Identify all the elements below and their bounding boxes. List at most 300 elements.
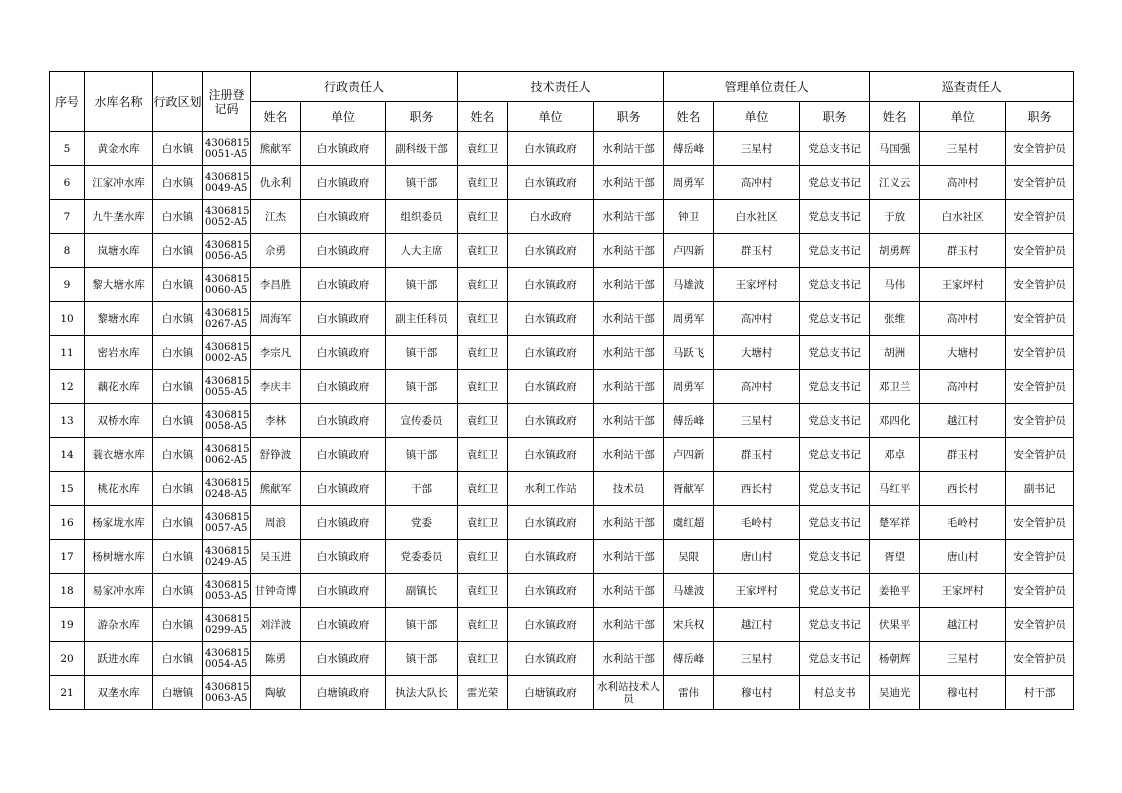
cell-admin-person-name: 熊献军 [251, 132, 301, 166]
header-sub-unit: 单位 [714, 102, 800, 132]
cell-admin-person-unit: 白水镇政府 [301, 574, 386, 608]
header-region: 行政区划 [153, 72, 203, 132]
cell-no: 19 [50, 608, 85, 642]
cell-admin-person-position: 党委委员 [386, 540, 458, 574]
cell-tech-person-unit: 白水镇政府 [508, 132, 594, 166]
cell-region: 白水镇 [153, 200, 203, 234]
cell-registration-code: 43068150057-A5 [203, 506, 251, 540]
cell-tech-person-unit: 白水镇政府 [508, 506, 594, 540]
cell-admin-person-name: 李宗凡 [251, 336, 301, 370]
cell-region: 白水镇 [153, 370, 203, 404]
cell-admin-person-position: 执法大队长 [386, 676, 458, 710]
cell-registration-code: 43068150249-A5 [203, 540, 251, 574]
cell-reservoir-name: 九牛垄水库 [85, 200, 153, 234]
cell-admin-person-name: 李昌胜 [251, 268, 301, 302]
cell-region: 白水镇 [153, 506, 203, 540]
cell-tech-person-name: 袁红卫 [458, 472, 508, 506]
cell-admin-person-unit: 白水镇政府 [301, 268, 386, 302]
cell-mgmt-person-unit: 高冲村 [714, 302, 800, 336]
cell-region: 白水镇 [153, 404, 203, 438]
cell-mgmt-person-position: 党总支书记 [800, 234, 870, 268]
cell-region: 白水镇 [153, 608, 203, 642]
cell-admin-person-name: 周海军 [251, 302, 301, 336]
cell-mgmt-person-position: 党总支书记 [800, 574, 870, 608]
cell-mgmt-person-name: 傅岳峰 [664, 132, 714, 166]
table-row [50, 234, 1074, 268]
header-sub-name: 姓名 [870, 102, 920, 132]
cell-registration-code: 43068150060-A5 [203, 268, 251, 302]
cell-no: 8 [50, 234, 85, 268]
table-row [50, 200, 1074, 234]
cell-mgmt-person-unit: 穆屯村 [714, 676, 800, 710]
cell-region: 白水镇 [153, 132, 203, 166]
cell-tech-person-position: 水利站干部 [594, 200, 664, 234]
cell-no: 15 [50, 472, 85, 506]
cell-mgmt-person-unit: 群玉村 [714, 438, 800, 472]
cell-tech-person-name: 袁红卫 [458, 370, 508, 404]
reservoir-responsibility-table [49, 71, 1074, 710]
cell-mgmt-person-position: 党总支书记 [800, 336, 870, 370]
cell-admin-person-unit: 白水镇政府 [301, 404, 386, 438]
cell-tech-person-name: 袁红卫 [458, 234, 508, 268]
header-group-patrol: 巡查责任人 [870, 72, 1074, 102]
cell-registration-code: 43068150058-A5 [203, 404, 251, 438]
cell-admin-person-name: 熊献军 [251, 472, 301, 506]
table-row [50, 166, 1074, 200]
cell-tech-person-position: 水利站干部 [594, 234, 664, 268]
cell-tech-person-name: 袁红卫 [458, 166, 508, 200]
cell-mgmt-person-name: 傅岳峰 [664, 404, 714, 438]
cell-patrol-person-name: 邓四化 [870, 404, 920, 438]
cell-admin-person-position: 人大主席 [386, 234, 458, 268]
cell-no: 13 [50, 404, 85, 438]
cell-tech-person-unit: 白水政府 [508, 200, 594, 234]
cell-admin-person-position: 镇干部 [386, 268, 458, 302]
cell-patrol-person-position: 安全管护员 [1006, 574, 1074, 608]
table-row [50, 438, 1074, 472]
table-row [50, 642, 1074, 676]
cell-mgmt-person-unit: 三星村 [714, 404, 800, 438]
cell-patrol-person-unit: 毛岭村 [920, 506, 1006, 540]
cell-tech-person-position: 水利站干部 [594, 166, 664, 200]
cell-patrol-person-name: 胡洲 [870, 336, 920, 370]
table-row [50, 676, 1074, 710]
cell-mgmt-person-name: 虞红超 [664, 506, 714, 540]
cell-admin-person-name: 周浪 [251, 506, 301, 540]
cell-no: 5 [50, 132, 85, 166]
cell-patrol-person-name: 马红平 [870, 472, 920, 506]
cell-registration-code: 43068150267-A5 [203, 302, 251, 336]
cell-region: 白水镇 [153, 540, 203, 574]
cell-tech-person-position: 水利站干部 [594, 438, 664, 472]
cell-reservoir-name: 黎大塘水库 [85, 268, 153, 302]
cell-admin-person-name: 吴玉进 [251, 540, 301, 574]
cell-patrol-person-position: 安全管护员 [1006, 370, 1074, 404]
cell-tech-person-name: 袁红卫 [458, 404, 508, 438]
cell-registration-code: 43068150063-A5 [203, 676, 251, 710]
cell-region: 白水镇 [153, 234, 203, 268]
cell-mgmt-person-position: 党总支书记 [800, 268, 870, 302]
cell-registration-code: 43068150002-A5 [203, 336, 251, 370]
cell-patrol-person-unit: 西长村 [920, 472, 1006, 506]
cell-tech-person-name: 袁红卫 [458, 302, 508, 336]
cell-patrol-person-name: 江义云 [870, 166, 920, 200]
header-sub-name: 姓名 [664, 102, 714, 132]
header-sub-unit: 单位 [301, 102, 386, 132]
cell-tech-person-unit: 白水镇政府 [508, 234, 594, 268]
cell-patrol-person-name: 胡勇辉 [870, 234, 920, 268]
cell-mgmt-person-name: 雷伟 [664, 676, 714, 710]
table-row [50, 608, 1074, 642]
cell-reservoir-name: 易家冲水库 [85, 574, 153, 608]
cell-patrol-person-name: 楚军祥 [870, 506, 920, 540]
cell-tech-person-unit: 水利工作站 [508, 472, 594, 506]
cell-no: 10 [50, 302, 85, 336]
cell-reservoir-name: 杨树塘水库 [85, 540, 153, 574]
cell-admin-person-position: 副镇长 [386, 574, 458, 608]
cell-patrol-person-unit: 白水社区 [920, 200, 1006, 234]
cell-admin-person-unit: 白水镇政府 [301, 234, 386, 268]
cell-tech-person-name: 雷光荣 [458, 676, 508, 710]
cell-patrol-person-name: 邓卫兰 [870, 370, 920, 404]
cell-tech-person-position: 水利站干部 [594, 404, 664, 438]
cell-admin-person-unit: 白水镇政府 [301, 540, 386, 574]
cell-admin-person-position: 组织委员 [386, 200, 458, 234]
cell-reservoir-name: 黎塘水库 [85, 302, 153, 336]
cell-region: 白水镇 [153, 166, 203, 200]
cell-admin-person-name: 李庆丰 [251, 370, 301, 404]
cell-patrol-person-unit: 三星村 [920, 642, 1006, 676]
cell-patrol-person-unit: 群玉村 [920, 234, 1006, 268]
cell-patrol-person-unit: 高冲村 [920, 370, 1006, 404]
table-row [50, 472, 1074, 506]
cell-patrol-person-name: 姜艳平 [870, 574, 920, 608]
cell-admin-person-name: 舒铮波 [251, 438, 301, 472]
cell-registration-code: 43068150052-A5 [203, 200, 251, 234]
cell-mgmt-person-position: 党总支书记 [800, 132, 870, 166]
header-group-mgmt: 管理单位责任人 [664, 72, 870, 102]
cell-admin-person-position: 党委 [386, 506, 458, 540]
cell-patrol-person-name: 吴迪光 [870, 676, 920, 710]
cell-tech-person-position: 水利站干部 [594, 608, 664, 642]
cell-tech-person-name: 袁红卫 [458, 608, 508, 642]
header-sub-name: 姓名 [458, 102, 508, 132]
cell-mgmt-person-unit: 群玉村 [714, 234, 800, 268]
cell-admin-person-position: 副主任科员 [386, 302, 458, 336]
cell-mgmt-person-unit: 王家坪村 [714, 574, 800, 608]
cell-mgmt-person-unit: 高冲村 [714, 370, 800, 404]
cell-mgmt-person-name: 胥献军 [664, 472, 714, 506]
cell-registration-code: 43068150299-A5 [203, 608, 251, 642]
cell-patrol-person-position: 安全管护员 [1006, 268, 1074, 302]
cell-registration-code: 43068150049-A5 [203, 166, 251, 200]
cell-tech-person-unit: 白水镇政府 [508, 540, 594, 574]
cell-no: 17 [50, 540, 85, 574]
cell-reservoir-name: 游杂水库 [85, 608, 153, 642]
cell-admin-person-position: 镇干部 [386, 642, 458, 676]
cell-no: 14 [50, 438, 85, 472]
cell-mgmt-person-name: 吴限 [664, 540, 714, 574]
cell-mgmt-person-name: 宋兵权 [664, 608, 714, 642]
cell-admin-person-unit: 白水镇政府 [301, 302, 386, 336]
header-sub-position: 职务 [594, 102, 664, 132]
cell-admin-person-unit: 白水镇政府 [301, 438, 386, 472]
cell-tech-person-position: 水利站技术人员 [594, 676, 664, 710]
cell-region: 白水镇 [153, 268, 203, 302]
cell-patrol-person-unit: 王家坪村 [920, 268, 1006, 302]
cell-tech-person-unit: 白水镇政府 [508, 642, 594, 676]
cell-mgmt-person-position: 党总支书记 [800, 642, 870, 676]
cell-region: 白水镇 [153, 574, 203, 608]
cell-registration-code: 43068150056-A5 [203, 234, 251, 268]
cell-admin-person-name: 甘钟奇博 [251, 574, 301, 608]
cell-patrol-person-name: 张维 [870, 302, 920, 336]
cell-admin-person-position: 宣传委员 [386, 404, 458, 438]
cell-region: 白水镇 [153, 642, 203, 676]
cell-mgmt-person-unit: 白水社区 [714, 200, 800, 234]
cell-tech-person-unit: 白水镇政府 [508, 574, 594, 608]
cell-tech-person-name: 袁红卫 [458, 642, 508, 676]
cell-mgmt-person-name: 卢四新 [664, 234, 714, 268]
cell-mgmt-person-unit: 唐山村 [714, 540, 800, 574]
cell-admin-person-position: 镇干部 [386, 608, 458, 642]
cell-admin-person-name: 佘勇 [251, 234, 301, 268]
table-row [50, 540, 1074, 574]
cell-admin-person-unit: 白水镇政府 [301, 472, 386, 506]
cell-no: 6 [50, 166, 85, 200]
cell-mgmt-person-name: 马雄波 [664, 268, 714, 302]
cell-tech-person-name: 袁红卫 [458, 132, 508, 166]
cell-tech-person-unit: 白水镇政府 [508, 404, 594, 438]
cell-admin-person-unit: 白水镇政府 [301, 336, 386, 370]
cell-mgmt-person-unit: 三星村 [714, 642, 800, 676]
table-row [50, 404, 1074, 438]
cell-reservoir-name: 桃花水库 [85, 472, 153, 506]
cell-admin-person-name: 江杰 [251, 200, 301, 234]
table-row [50, 132, 1074, 166]
cell-no: 11 [50, 336, 85, 370]
cell-reservoir-name: 密岩水库 [85, 336, 153, 370]
cell-mgmt-person-position: 党总支书记 [800, 404, 870, 438]
cell-mgmt-person-position: 党总支书记 [800, 370, 870, 404]
cell-no: 18 [50, 574, 85, 608]
cell-patrol-person-unit: 越江村 [920, 608, 1006, 642]
cell-mgmt-person-unit: 高冲村 [714, 166, 800, 200]
cell-reservoir-name: 江家冲水库 [85, 166, 153, 200]
cell-patrol-person-position: 安全管护员 [1006, 642, 1074, 676]
cell-reservoir-name: 岚塘水库 [85, 234, 153, 268]
cell-tech-person-unit: 白水镇政府 [508, 302, 594, 336]
cell-patrol-person-position: 安全管护员 [1006, 404, 1074, 438]
cell-mgmt-person-unit: 越江村 [714, 608, 800, 642]
cell-registration-code: 43068150248-A5 [203, 472, 251, 506]
cell-admin-person-name: 李林 [251, 404, 301, 438]
cell-mgmt-person-name: 周勇军 [664, 370, 714, 404]
cell-no: 9 [50, 268, 85, 302]
cell-no: 16 [50, 506, 85, 540]
cell-tech-person-unit: 白塘镇政府 [508, 676, 594, 710]
cell-tech-person-unit: 白水镇政府 [508, 268, 594, 302]
cell-admin-person-unit: 白塘镇政府 [301, 676, 386, 710]
cell-patrol-person-position: 安全管护员 [1006, 540, 1074, 574]
cell-reservoir-name: 杨家垅水库 [85, 506, 153, 540]
table-row [50, 574, 1074, 608]
cell-admin-person-position: 镇干部 [386, 370, 458, 404]
header-group-admin: 行政责任人 [251, 72, 458, 102]
cell-tech-person-name: 袁红卫 [458, 574, 508, 608]
cell-registration-code: 43068150062-A5 [203, 438, 251, 472]
cell-tech-person-position: 水利站干部 [594, 268, 664, 302]
header-group-tech: 技术责任人 [458, 72, 664, 102]
cell-mgmt-person-position: 党总支书记 [800, 166, 870, 200]
cell-patrol-person-name: 于放 [870, 200, 920, 234]
cell-tech-person-position: 水利站干部 [594, 574, 664, 608]
cell-tech-person-position: 水利站干部 [594, 642, 664, 676]
cell-tech-person-name: 袁红卫 [458, 268, 508, 302]
cell-no: 21 [50, 676, 85, 710]
table-row [50, 302, 1074, 336]
header-no: 序号 [50, 72, 85, 132]
cell-mgmt-person-position: 党总支书记 [800, 472, 870, 506]
cell-mgmt-person-unit: 西长村 [714, 472, 800, 506]
cell-tech-person-unit: 白水镇政府 [508, 438, 594, 472]
header-sub-position: 职务 [1006, 102, 1074, 132]
cell-patrol-person-unit: 唐山村 [920, 540, 1006, 574]
cell-mgmt-person-name: 马跃飞 [664, 336, 714, 370]
cell-tech-person-position: 水利站干部 [594, 506, 664, 540]
header-sub-unit: 单位 [920, 102, 1006, 132]
cell-mgmt-person-position: 党总支书记 [800, 608, 870, 642]
cell-reservoir-name: 蓑衣塘水库 [85, 438, 153, 472]
cell-mgmt-person-unit: 毛岭村 [714, 506, 800, 540]
cell-no: 20 [50, 642, 85, 676]
cell-no: 7 [50, 200, 85, 234]
header-sub-position: 职务 [386, 102, 458, 132]
cell-region: 白塘镇 [153, 676, 203, 710]
cell-mgmt-person-position: 党总支书记 [800, 540, 870, 574]
cell-admin-person-unit: 白水镇政府 [301, 166, 386, 200]
cell-registration-code: 43068150054-A5 [203, 642, 251, 676]
cell-registration-code: 43068150055-A5 [203, 370, 251, 404]
table-row [50, 506, 1074, 540]
cell-tech-person-position: 水利站干部 [594, 132, 664, 166]
cell-tech-person-unit: 白水镇政府 [508, 370, 594, 404]
cell-patrol-person-position: 村干部 [1006, 676, 1074, 710]
cell-patrol-person-unit: 穆屯村 [920, 676, 1006, 710]
header-registration-code: 注册登记码 [203, 72, 251, 132]
cell-admin-person-position: 镇干部 [386, 166, 458, 200]
cell-reservoir-name: 双桥水库 [85, 404, 153, 438]
cell-admin-person-name: 陈勇 [251, 642, 301, 676]
cell-admin-person-unit: 白水镇政府 [301, 200, 386, 234]
header-reservoir-name: 水库名称 [85, 72, 153, 132]
cell-admin-person-position: 副科级干部 [386, 132, 458, 166]
cell-patrol-person-name: 马国强 [870, 132, 920, 166]
header-sub-unit: 单位 [508, 102, 594, 132]
cell-tech-person-position: 技术员 [594, 472, 664, 506]
cell-patrol-person-unit: 群玉村 [920, 438, 1006, 472]
cell-reservoir-name: 黄金水库 [85, 132, 153, 166]
cell-tech-person-position: 水利站干部 [594, 370, 664, 404]
cell-admin-person-name: 刘洋波 [251, 608, 301, 642]
cell-mgmt-person-unit: 王家坪村 [714, 268, 800, 302]
cell-patrol-person-unit: 大塘村 [920, 336, 1006, 370]
cell-patrol-person-position: 安全管护员 [1006, 438, 1074, 472]
cell-patrol-person-name: 杨朝辉 [870, 642, 920, 676]
cell-reservoir-name: 藕花水库 [85, 370, 153, 404]
cell-patrol-person-name: 马伟 [870, 268, 920, 302]
cell-tech-person-name: 袁红卫 [458, 438, 508, 472]
cell-region: 白水镇 [153, 302, 203, 336]
cell-patrol-person-position: 安全管护员 [1006, 166, 1074, 200]
cell-admin-person-unit: 白水镇政府 [301, 132, 386, 166]
cell-admin-person-name: 陶敏 [251, 676, 301, 710]
cell-patrol-person-position: 安全管护员 [1006, 336, 1074, 370]
cell-patrol-person-name: 伏果平 [870, 608, 920, 642]
cell-admin-person-unit: 白水镇政府 [301, 608, 386, 642]
cell-tech-person-unit: 白水镇政府 [508, 608, 594, 642]
cell-no: 12 [50, 370, 85, 404]
header-sub-name: 姓名 [251, 102, 301, 132]
cell-tech-person-name: 袁红卫 [458, 200, 508, 234]
cell-admin-person-name: 仇永利 [251, 166, 301, 200]
cell-mgmt-person-position: 党总支书记 [800, 200, 870, 234]
cell-region: 白水镇 [153, 472, 203, 506]
cell-mgmt-person-position: 党总支书记 [800, 506, 870, 540]
cell-mgmt-person-name: 傅岳峰 [664, 642, 714, 676]
cell-patrol-person-unit: 越江村 [920, 404, 1006, 438]
header-sub-position: 职务 [800, 102, 870, 132]
cell-tech-person-name: 袁红卫 [458, 336, 508, 370]
cell-patrol-person-position: 安全管护员 [1006, 302, 1074, 336]
cell-admin-person-position: 镇干部 [386, 438, 458, 472]
cell-tech-person-position: 水利站干部 [594, 540, 664, 574]
table-row [50, 336, 1074, 370]
cell-tech-person-position: 水利站干部 [594, 302, 664, 336]
cell-mgmt-person-unit: 大塘村 [714, 336, 800, 370]
cell-admin-person-unit: 白水镇政府 [301, 506, 386, 540]
cell-patrol-person-name: 邓卓 [870, 438, 920, 472]
cell-mgmt-person-name: 卢四新 [664, 438, 714, 472]
cell-mgmt-person-name: 钟卫 [664, 200, 714, 234]
cell-tech-person-position: 水利站干部 [594, 336, 664, 370]
cell-patrol-person-unit: 高冲村 [920, 166, 1006, 200]
cell-patrol-person-position: 副书记 [1006, 472, 1074, 506]
cell-patrol-person-unit: 三星村 [920, 132, 1006, 166]
cell-registration-code: 43068150051-A5 [203, 132, 251, 166]
cell-patrol-person-unit: 王家坪村 [920, 574, 1006, 608]
cell-mgmt-person-name: 周勇军 [664, 302, 714, 336]
cell-tech-person-name: 袁红卫 [458, 540, 508, 574]
cell-patrol-person-position: 安全管护员 [1006, 132, 1074, 166]
cell-patrol-person-position: 安全管护员 [1006, 200, 1074, 234]
cell-patrol-person-position: 安全管护员 [1006, 506, 1074, 540]
cell-region: 白水镇 [153, 438, 203, 472]
cell-reservoir-name: 双垄水库 [85, 676, 153, 710]
cell-mgmt-person-name: 周勇军 [664, 166, 714, 200]
cell-tech-person-name: 袁红卫 [458, 506, 508, 540]
cell-reservoir-name: 跃进水库 [85, 642, 153, 676]
cell-mgmt-person-unit: 三星村 [714, 132, 800, 166]
cell-patrol-person-position: 安全管护员 [1006, 608, 1074, 642]
cell-tech-person-unit: 白水镇政府 [508, 336, 594, 370]
cell-tech-person-unit: 白水镇政府 [508, 166, 594, 200]
cell-mgmt-person-position: 村总支书 [800, 676, 870, 710]
cell-region: 白水镇 [153, 336, 203, 370]
cell-admin-person-unit: 白水镇政府 [301, 370, 386, 404]
table-row [50, 268, 1074, 302]
cell-mgmt-person-position: 党总支书记 [800, 438, 870, 472]
